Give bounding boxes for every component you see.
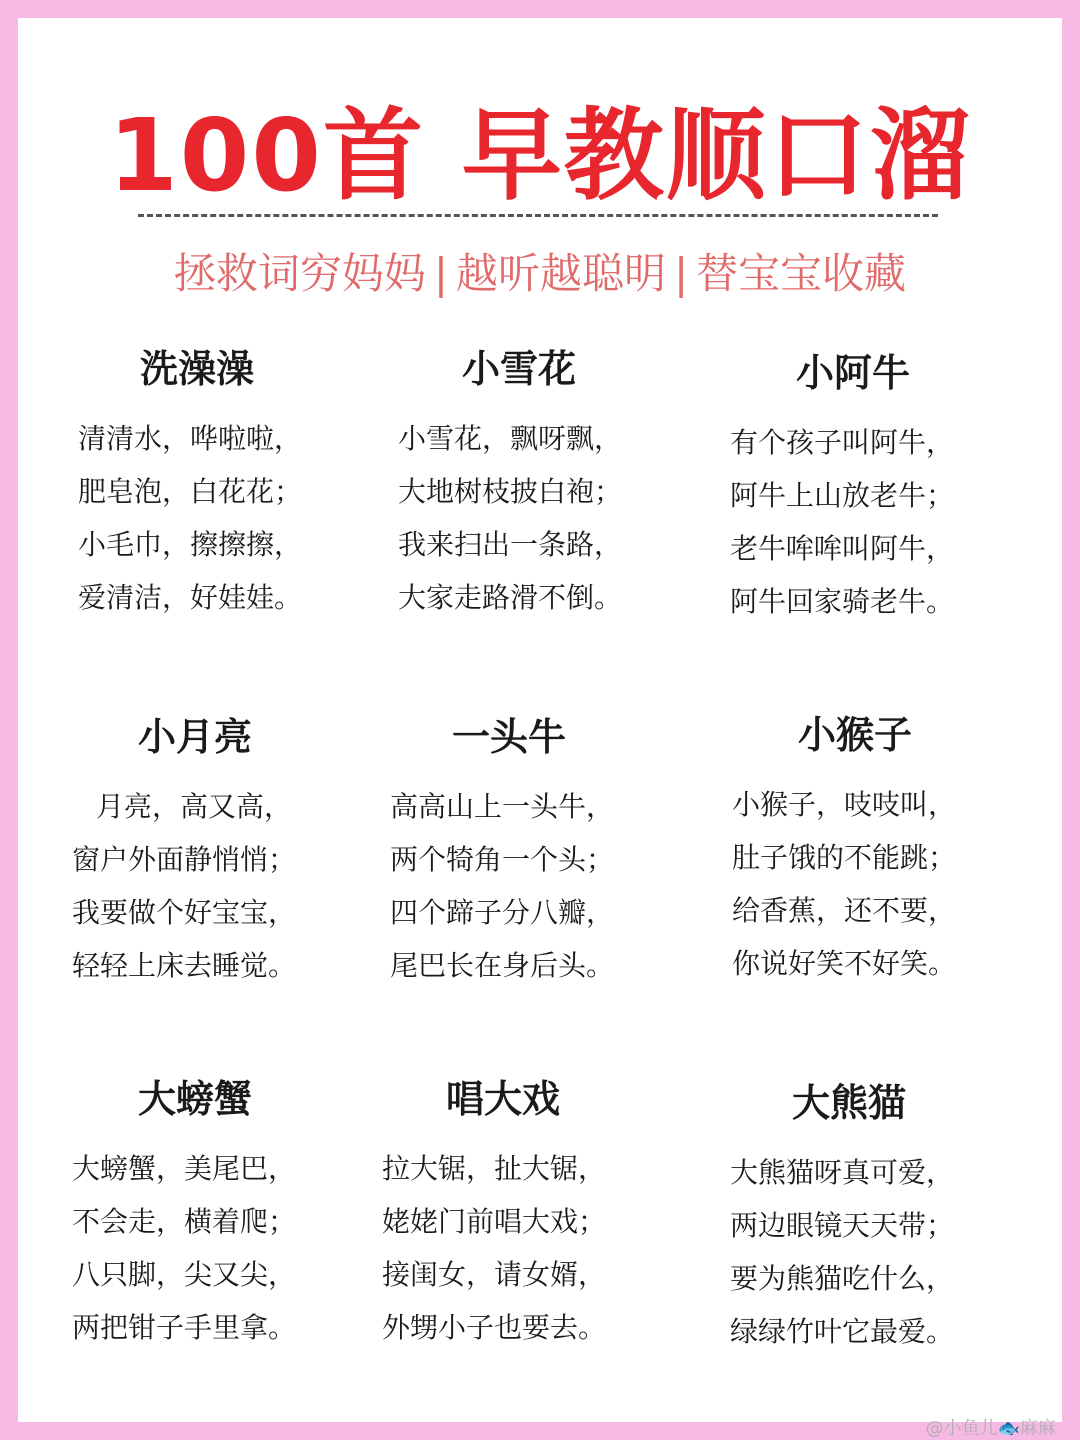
poem-line: 阿牛回家骑老牛。 [730,585,955,618]
poem-line: 大熊猫呀真可爱， [730,1156,955,1189]
poem-card [398,344,698,624]
poem-line: 接闺女，请女婿， [382,1258,607,1291]
poem-line: 四个蹄子分八瓣， [390,896,615,929]
poem-line: 大螃蟹，美尾巴， [72,1152,297,1185]
poem-card [730,348,1030,628]
poem-line: 我来扫出一条路， [398,528,623,561]
poem-line: 我要做个好宝宝， [72,896,297,929]
poem-title: 小雪花 [462,347,577,391]
poem-line: 月亮，高又高， [96,790,293,823]
poem-line: 小毛巾，擦擦擦， [78,528,303,561]
poem-line: 两把钳子手里拿。 [72,1311,297,1344]
poem-line: 老牛哞哞叫阿牛， [730,532,955,565]
poem-line: 肥皂泡，白花花； [78,475,303,508]
poem-title: 小月亮 [138,715,253,759]
poem-title: 大熊猫 [792,1081,907,1125]
poem-line: 拉大锯，扯大锯， [382,1152,607,1185]
poem-line: 姥姥门前唱大戏； [382,1205,607,1238]
poem-line: 有个孩子叫阿牛， [730,426,955,459]
poem-card [382,1074,682,1354]
poem-line: 清清水，哗啦啦， [78,422,303,455]
poem-sheet [18,18,1062,1422]
poem-line: 高高山上一头牛， [390,790,615,823]
poem-line: 两边眼镜天天带； [730,1209,955,1242]
poem-line: 小雪花，飘呀飘， [398,422,623,455]
subtitle-part-2: 越听越聪明 [455,249,666,298]
poem-line: 给香蕉，还不要， [732,894,957,927]
watermark: @小鱼儿🐟麻麻 [925,1418,1056,1439]
poem-line: 大地树枝披白袍； [398,475,623,508]
poem-line: 你说好笑不好笑。 [732,947,957,980]
poem-line: 肚子饿的不能跳； [732,841,957,874]
poem-title: 洗澡澡 [140,347,255,391]
poem-line: 两个犄角一个头； [390,843,615,876]
poem-card [72,712,372,992]
poem-title: 一头牛 [452,715,567,759]
poem-line: 不会走，横着爬； [72,1205,297,1238]
poem-line: 八只脚，尖又尖， [72,1258,297,1291]
poem-title: 小猴子 [798,713,913,757]
poem-card [78,344,378,624]
poem-title: 唱大戏 [446,1077,561,1121]
page-title: 100首 早教顺口溜 [108,97,972,214]
subtitle [18,242,1062,306]
subtitle-part-1: 拯救词穷妈妈 [173,249,426,298]
poem-line: 爱清洁，好娃娃。 [78,581,303,614]
subtitle-separator-1: | [433,249,448,298]
poem-line: 尾巴长在身后头。 [390,949,615,982]
subtitle-separator-2: | [674,249,689,298]
poem-card [72,1074,372,1354]
dashed-divider [138,214,938,217]
poem-title: 小阿牛 [796,351,911,395]
poem-line: 窗户外面静悄悄； [72,843,297,876]
poem-line: 外甥小子也要去。 [382,1311,607,1344]
poem-line: 轻轻上床去睡觉。 [72,949,297,982]
subtitle-part-3: 替宝宝收藏 [696,249,907,298]
poem-line: 小猴子，吱吱叫， [732,788,957,821]
poem-card [730,1078,1030,1358]
poem-line: 大家走路滑不倒。 [398,581,623,614]
poem-line: 绿绿竹叶它最爱。 [730,1315,955,1348]
poem-line: 阿牛上山放老牛； [730,479,955,512]
poem-title: 大螃蟹 [138,1077,253,1121]
poem-card [390,712,690,992]
poem-card [732,710,1032,990]
poem-line: 要为熊猫吃什么， [730,1262,955,1295]
